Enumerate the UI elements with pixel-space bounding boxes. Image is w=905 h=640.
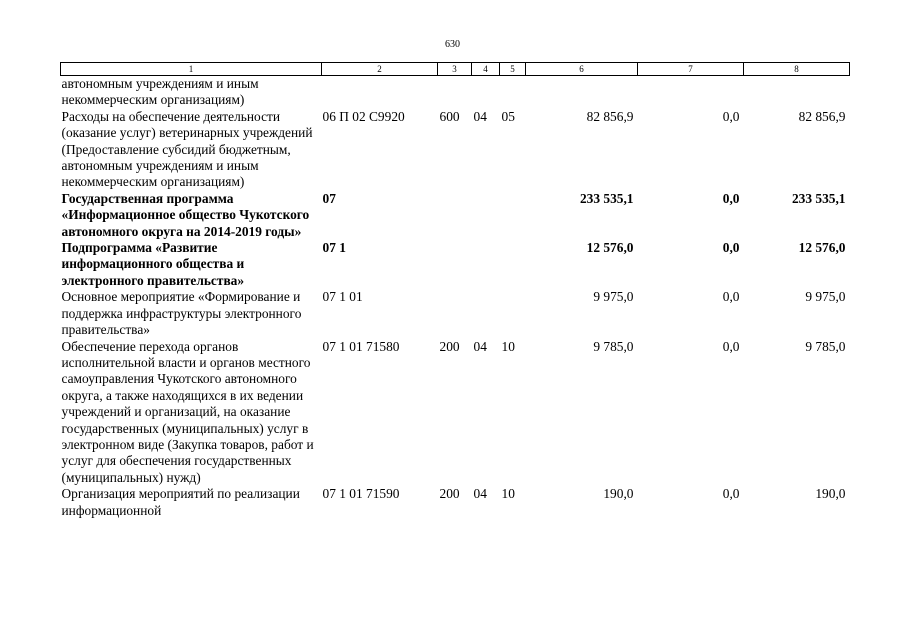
cell-total: 190,0 — [815, 486, 846, 502]
cell-rz — [472, 240, 500, 289]
column-header-7: 7 — [638, 63, 744, 76]
cell-code: 07 1 — [322, 240, 346, 256]
cell-total: 9 785,0 — [805, 338, 846, 354]
cell-vr: 600 — [439, 108, 460, 124]
cell-name: Расходы на обеспечение деятельности (оказание услуг) ветеринарных учреждений (Предоставление субсидий бюджетным, автономным учреждениям и иным некоммерческим организациям) — [61, 108, 313, 190]
cell-pr: 10 — [501, 338, 515, 354]
cell-pr: 10 — [501, 486, 515, 502]
cell-code: 07 1 01 71580 — [322, 338, 400, 354]
cell-pr — [500, 76, 526, 109]
cell-pr — [500, 191, 526, 240]
cell-vr: 200 — [439, 338, 460, 354]
cell-change: 0,0 — [722, 486, 740, 502]
cell-amount: 82 856,9 — [586, 108, 634, 124]
column-header-1: 1 — [61, 63, 322, 76]
cell-change — [638, 76, 744, 109]
cell-rz — [472, 289, 500, 338]
cell-amount: 9 975,0 — [593, 289, 634, 305]
cell-rz — [472, 76, 500, 109]
cell-amount — [526, 76, 638, 109]
cell-name: Организация мероприятий по реализации информационной — [61, 486, 300, 518]
cell-pr: 05 — [501, 108, 515, 124]
table-row — [61, 76, 850, 109]
column-header-8: 8 — [744, 63, 850, 76]
cell-code: 06 П 02 С9920 — [322, 108, 405, 124]
cell-amount: 12 576,0 — [586, 240, 634, 256]
column-header-6: 6 — [526, 63, 638, 76]
cell-rz — [472, 191, 500, 240]
table-body — [61, 76, 850, 519]
table-row — [61, 109, 850, 191]
table-row — [61, 339, 850, 487]
cell-change: 0,0 — [722, 190, 740, 206]
cell-change: 0,0 — [722, 240, 740, 256]
cell-name: Государственная программа «Информационное общество Чукотского автономного округа на 2014-2019 годы» — [61, 190, 310, 239]
cell-vr — [438, 289, 472, 338]
cell-total: 233 535,1 — [791, 190, 846, 206]
cell-change: 0,0 — [722, 338, 740, 354]
cell-change: 0,0 — [722, 289, 740, 305]
cell-name: автономным учреждениям и иным некоммерческим организациям) — [61, 76, 259, 108]
cell-total: 9 975,0 — [805, 289, 846, 305]
table-row — [61, 240, 850, 289]
column-header-2: 2 — [322, 63, 438, 76]
cell-code: 07 1 01 71590 — [322, 486, 400, 502]
cell-rz: 04 — [473, 338, 487, 354]
cell-amount: 9 785,0 — [593, 338, 634, 354]
cell-pr — [500, 240, 526, 289]
cell-vr — [438, 76, 472, 109]
cell-vr — [438, 240, 472, 289]
cell-total — [744, 76, 850, 109]
table-row — [61, 486, 850, 519]
cell-name: Подпрограмма «Развитие информационного общества и электронного правительства» — [61, 240, 245, 288]
cell-vr — [438, 191, 472, 240]
cell-amount: 233 535,1 — [579, 190, 634, 206]
budget-table — [60, 62, 850, 519]
cell-rz: 04 — [473, 108, 487, 124]
page-number: 630 — [445, 39, 460, 50]
table-row — [61, 289, 850, 338]
cell-vr: 200 — [439, 486, 460, 502]
column-header-5: 5 — [500, 63, 526, 76]
cell-amount: 190,0 — [603, 486, 634, 502]
cell-code: 07 1 01 — [322, 289, 363, 305]
cell-code: 07 — [322, 190, 336, 206]
cell-name: Обеспечение перехода органов исполнительной власти и органов местного самоуправления Чукотского автономного округа, а также находящихся в их ведении учреждений и организаций, на оказание государственных (муниципальных) услуг в электронном виде (Закупка товаров, работ и услуг для обеспечения государственных (муниципальных) нужд) — [61, 338, 314, 485]
cell-code — [322, 76, 438, 109]
column-header-3: 3 — [438, 63, 472, 76]
cell-name: Основное мероприятие «Формирование и поддержка инфраструктуры электронного правительства» — [61, 289, 302, 338]
cell-total: 82 856,9 — [798, 108, 846, 124]
column-header-4: 4 — [472, 63, 500, 76]
cell-pr — [500, 289, 526, 338]
column-number-row — [61, 63, 850, 76]
table-header — [61, 63, 850, 76]
table-row — [61, 191, 850, 240]
cell-change: 0,0 — [722, 108, 740, 124]
cell-rz: 04 — [473, 486, 487, 502]
cell-total: 12 576,0 — [798, 240, 846, 256]
